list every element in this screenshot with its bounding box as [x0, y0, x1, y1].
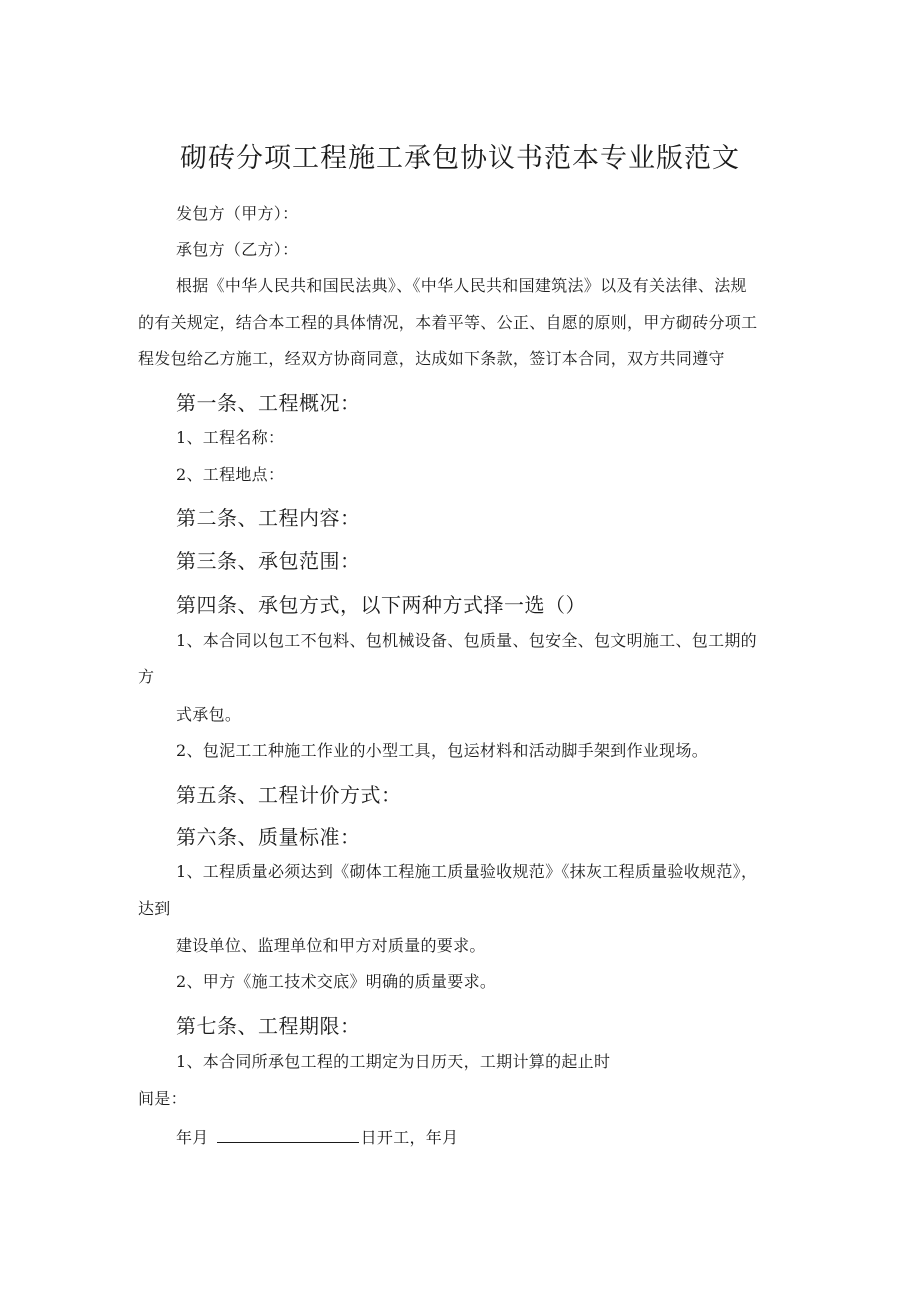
party-b-line: 承包方（乙方）：	[176, 240, 299, 259]
article-6-heading: 第六条、质量标准：	[176, 825, 361, 849]
article-4-item-1-line-3: 式承包。	[176, 705, 242, 724]
date-prefix: 年月	[176, 1128, 209, 1147]
article-4-item-1-line-1: 1、本合同以包工不包料、包机械设备、包质量、包安全、包文明施工、包工期的	[176, 631, 757, 650]
article-7-heading: 第七条、工程期限：	[176, 1014, 361, 1038]
article-2-heading: 第二条、工程内容：	[176, 506, 361, 530]
article-1-heading: 第一条、工程概况：	[176, 391, 361, 415]
date-blank-underline	[217, 1126, 359, 1143]
article-6-item-1-line-1: 1、工程质量必须达到《砌体工程施工质量验收规范》《抹灰工程质量验收规范》，	[176, 862, 758, 881]
article-6-item-1-line-3: 建设单位、监理单位和甲方对质量的要求。	[176, 936, 486, 955]
article-4-heading: 第四条、承包方式，以下两种方式择一选（）	[176, 593, 586, 617]
article-4-item-1-line-2: 方	[138, 667, 155, 686]
intro-line-1: 根据《中华人民共和国民法典》、《中华人民共和国建筑法》以及有关法律、法规	[176, 276, 747, 295]
intro-line-3: 程发包给乙方施工，经双方协商同意，达成如下条款，签订本合同，双方共同遵守	[138, 349, 725, 368]
article-3-heading: 第三条、承包范围：	[176, 549, 361, 573]
article-5-heading: 第五条、工程计价方式：	[176, 783, 402, 807]
article-6-item-2: 2、甲方《施工技术交底》明确的质量要求。	[176, 972, 497, 991]
party-a-line: 发包方（甲方）：	[176, 204, 299, 223]
article-1-item-1: 1、工程名称：	[176, 428, 285, 447]
document-title: 砌砖分项工程施工承包协议书范本专业版范文	[180, 143, 740, 174]
article-7-item-1-line-1: 1、本合同所承包工程的工期定为日历天，工期计算的起止时	[176, 1052, 611, 1071]
start-date-line	[176, 1126, 458, 1148]
article-4-item-2: 2、包泥工工种施工作业的小型工具，包运材料和活动脚手架到作业现场。	[176, 741, 709, 760]
date-suffix: 日开工，年月	[360, 1128, 459, 1147]
article-1-item-2: 2、工程地点：	[176, 465, 285, 484]
article-7-item-1-line-2: 间是：	[138, 1089, 187, 1108]
intro-line-2: 的有关规定，结合本工程的具体情况，本着平等、公正、自愿的原则，甲方砌砖分项工	[138, 313, 758, 332]
article-6-item-1-line-2: 达到	[138, 899, 171, 918]
